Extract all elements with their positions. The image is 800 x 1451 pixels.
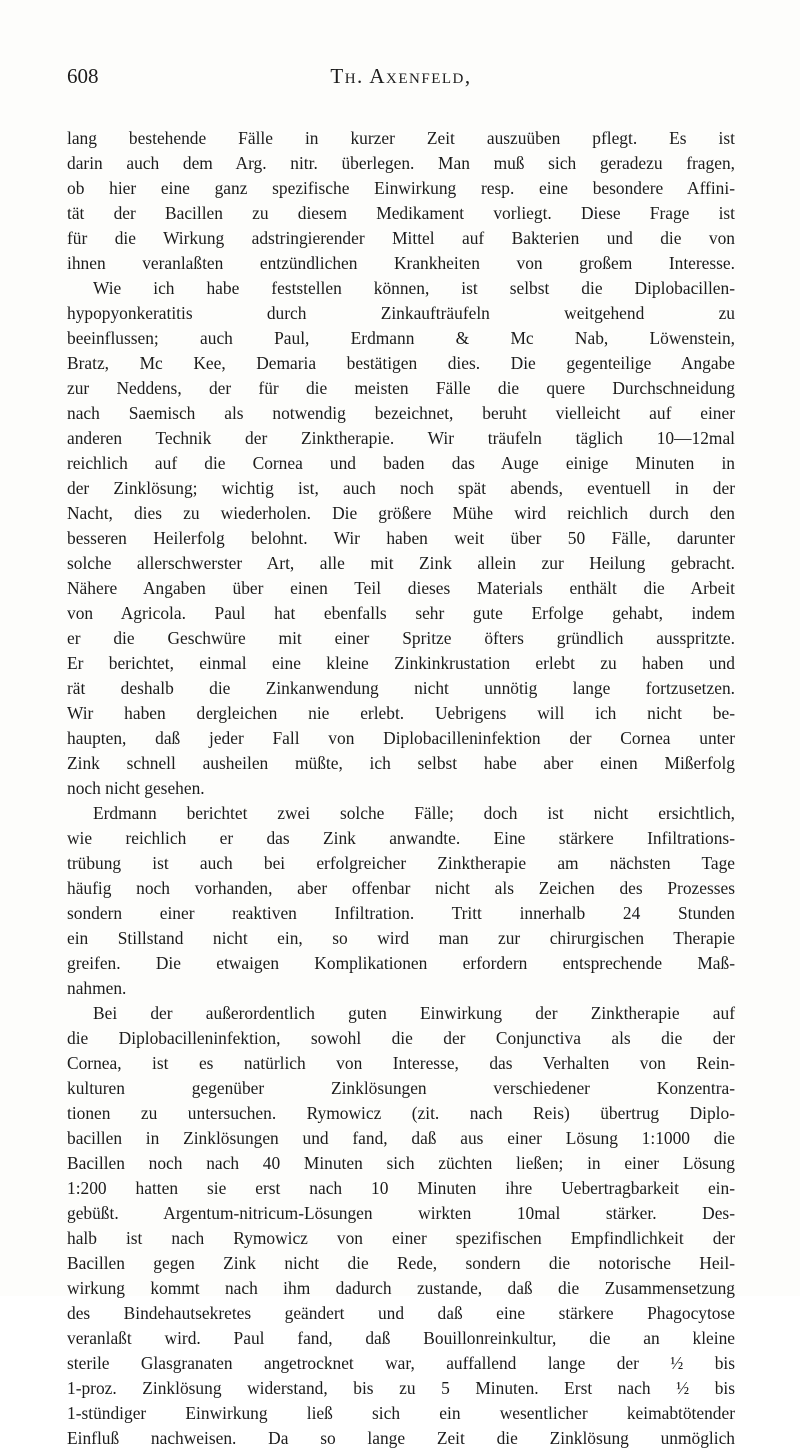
text-line: zur Neddens, der für die meisten Fälle die quere Durchschneidung [67, 378, 735, 398]
text-line: Nacht, dies zu wiederholen. Die größere Mühe wird reichlich durch den [67, 503, 735, 523]
text-line: tät der Bacillen zu diesem Medikament vorliegt. Diese Frage ist [67, 203, 735, 223]
text-line: Bei der außerordentlich guten Einwirkung der Zinktherapie auf [93, 1003, 735, 1023]
running-title: Th. Axenfeld, [330, 64, 472, 88]
text-line: ob hier eine ganz spezifische Einwirkung resp. eine besondere Affini- [67, 178, 735, 198]
text-line: Wir haben dergleichen nie erlebt. Uebrigens will ich nicht be- [67, 703, 735, 723]
text-line: Nähere Angaben über einen Teil dieses Materials enthält die Arbeit [67, 578, 735, 598]
text-line: Bacillen gegen Zink nicht die Rede, sondern die notorische Heil- [67, 1253, 735, 1273]
text-line: rät deshalb die Zinkanwendung nicht unnötig lange fortzusetzen. [67, 678, 735, 698]
text-line: greifen. Die etwaigen Komplikationen erfordern entsprechende Maß- [67, 953, 735, 973]
text-line: darin auch dem Arg. nitr. überlegen. Man muß sich geradezu fragen, [67, 153, 735, 173]
text-line: wie reichlich er das Zink anwandte. Eine stärkere Infiltrations- [67, 828, 735, 848]
text-line: Bacillen noch nach 40 Minuten sich züchten ließen; in einer Lösung [67, 1153, 735, 1173]
text-line: beeinflussen; auch Paul, Erdmann & Mc Nab, Löwenstein, [67, 328, 735, 348]
text-line: Cornea, ist es natürlich von Interesse, das Verhalten von Rein- [67, 1053, 735, 1073]
text-line: haupten, daß jeder Fall von Diplobacilleninfektion der Cornea unter [67, 728, 735, 748]
text-line: anderen Technik der Zinktherapie. Wir träufeln täglich 10—12mal [67, 428, 735, 448]
text-line: häufig noch vorhanden, aber offenbar nicht als Zeichen des Prozesses [67, 878, 735, 898]
text-line: er die Geschwüre mit einer Spritze öfters gründlich ausspritzte. [67, 628, 735, 648]
text-line: noch nicht gesehen. [67, 778, 205, 798]
text-line: halb ist nach Rymowicz von einer spezifischen Empfindlichkeit der [67, 1228, 735, 1248]
text-line: die Diplobacilleninfektion, sowohl die der Conjunctiva als die der [67, 1028, 735, 1048]
text-line: Erdmann berichtet zwei solche Fälle; doch ist nicht ersichtlich, [93, 803, 735, 823]
text-line: des Bindehautsekretes geändert und daß eine stärkere Phagocytose [67, 1303, 735, 1323]
text-line: Einfluß nachweisen. Da so lange Zeit die Zinklösung unmöglich [67, 1428, 735, 1448]
text-line: Wie ich habe feststellen können, ist selbst die Diplobacillen- [93, 278, 735, 298]
text-line: kulturen gegenüber Zinklösungen verschiedener Konzentra- [67, 1078, 735, 1098]
text-line: lang bestehende Fälle in kurzer Zeit auszuüben pflegt. Es ist [67, 128, 735, 148]
text-line: für die Wirkung adstringierender Mittel auf Bakterien und die von [67, 228, 735, 248]
text-line: solche allerschwerster Art, alle mit Zink allein zur Heilung gebracht. [67, 553, 735, 573]
text-line: Zink schnell ausheilen müßte, ich selbst habe aber einen Mißerfolg [67, 753, 735, 773]
text-line: Bratz, Mc Kee, Demaria bestätigen dies. Die gegenteilige Angabe [67, 353, 735, 373]
text-line: ein Stillstand nicht ein, so wird man zur chirurgischen Therapie [67, 928, 735, 948]
text-line: besseren Heilerfolg belohnt. Wir haben weit über 50 Fälle, darunter [67, 528, 735, 548]
body-text [67, 126, 735, 1451]
text-line: nach Saemisch als notwendig bezeichnet, beruht vielleicht auf einer [67, 403, 735, 423]
text-line: 1:200 hatten sie erst nach 10 Minuten ihre Uebertragbarkeit ein- [67, 1178, 735, 1198]
text-line: gebüßt. Argentum-nitricum-Lösungen wirkten 10mal stärker. Des- [67, 1203, 735, 1223]
text-line: sondern einer reaktiven Infiltration. Tritt innerhalb 24 Stunden [67, 903, 735, 923]
text-line: bacillen in Zinklösungen und fand, daß aus einer Lösung 1:1000 die [67, 1128, 735, 1148]
page-header [67, 64, 735, 98]
text-line: hypopyonkeratitis durch Zinkaufträufeln weitgehend zu [67, 303, 735, 323]
text-line: reichlich auf die Cornea und baden das Auge einige Minuten in [67, 453, 735, 473]
page-number: 608 [67, 64, 99, 88]
text-line: der Zinklösung; wichtig ist, auch noch spät abends, eventuell in der [67, 478, 735, 498]
text-line: nahmen. [67, 978, 127, 998]
text-line: wirkung kommt nach ihm dadurch zustande, daß die Zusammensetzung [67, 1278, 735, 1298]
text-line: trübung ist auch bei erfolgreicher Zinktherapie am nächsten Tage [67, 853, 735, 873]
text-line: von Agricola. Paul hat ebenfalls sehr gute Erfolge gehabt, indem [67, 603, 735, 623]
text-line: 1-stündiger Einwirkung ließ sich ein wesentlicher keimabtötender [67, 1403, 735, 1423]
text-line: 1-proz. Zinklösung widerstand, bis zu 5 Minuten. Erst nach ½ bis [67, 1378, 735, 1398]
text-line: ihnen veranlaßten entzündlichen Krankheiten von großem Interesse. [67, 253, 735, 273]
text-line: veranlaßt wird. Paul fand, daß Bouillonreinkultur, die an kleine [67, 1328, 735, 1348]
text-line: sterile Glasgranaten angetrocknet war, auffallend lange der ½ bis [67, 1353, 735, 1373]
text-line: Er berichtet, einmal eine kleine Zinkinkrustation erlebt zu haben und [67, 653, 735, 673]
text-line: tionen zu untersuchen. Rymowicz (zit. nach Reis) übertrug Diplo- [67, 1103, 735, 1123]
